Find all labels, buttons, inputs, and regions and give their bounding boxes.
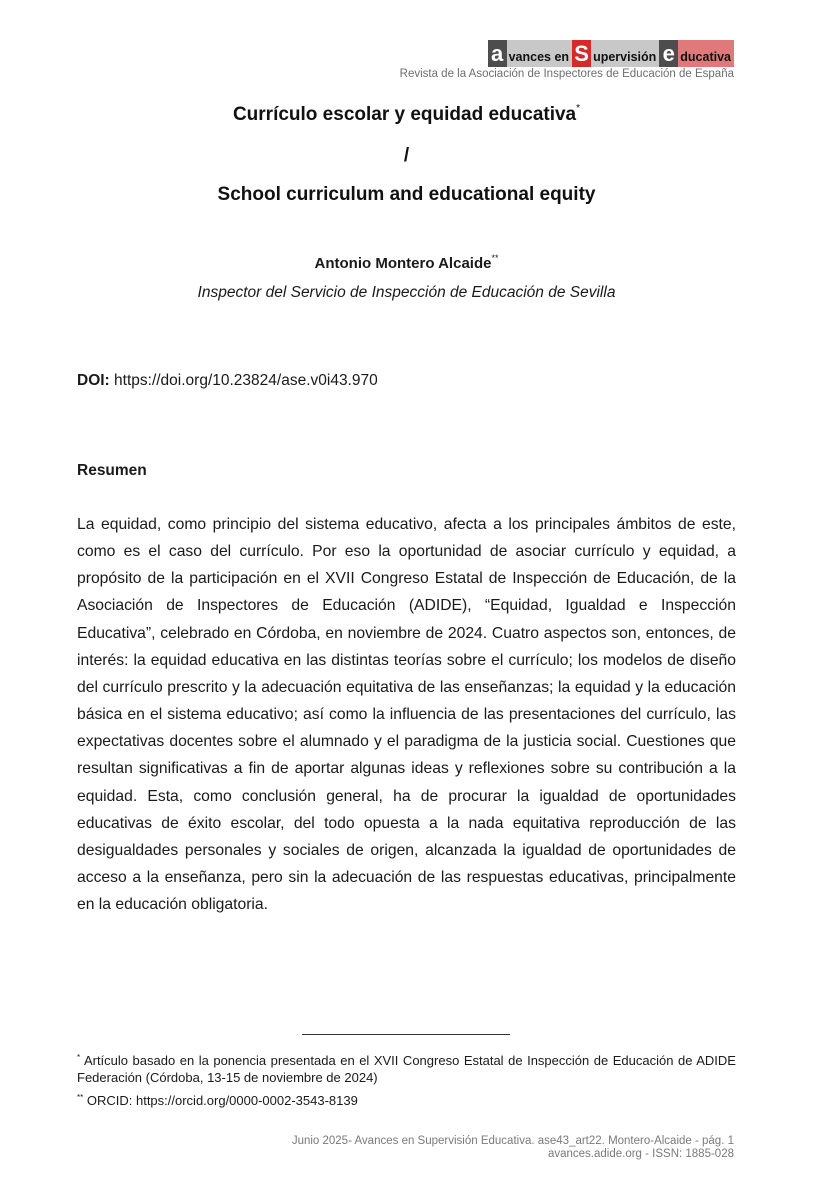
title-footnote-mark[interactable]: * (576, 103, 581, 114)
logo-letter-a: a (488, 40, 507, 67)
logo-text-s: upervisión (591, 40, 659, 67)
title-spanish-text: Currículo escolar y equidad educativa (232, 104, 577, 125)
author-name (0, 253, 813, 272)
footnote-1-mark: * (77, 1053, 81, 1062)
footnote-1-text: Artículo basado en la ponencia presentada en el XVII Congreso Estatal de Inspección de Educación de ADIDE Federación (Córdoba, 13-15 de noviembre de 2024) (77, 1053, 736, 1085)
title-separator: / (403, 145, 410, 166)
title-spanish (0, 103, 813, 126)
footer-citation: Junio 2025- Avances en Supervisión Educativa. ase43_art22. Montero-Alcaide - pág. 1 (291, 1135, 734, 1147)
logo-letter-e: e (659, 40, 678, 67)
footnote-2-text[interactable]: ORCID: https://orcid.org/0000-0002-3543-8139 (86, 1093, 358, 1108)
logo-text-e: ducativa (678, 40, 734, 67)
abstract-text: La equidad, como principio del sistema educativo, afecta a los principales ámbitos de este, como es el caso del currículo. Por eso la oportunidad de asociar currículo y equidad, a propósito de la participación en el XVII Congreso Estatal de Inspección de Educación, de la Asociación de Inspectores de Educación (ADIDE), “Equidad, Igualdad e Inspección Educativa”, celebrado en Córdoba, en noviembre de 2024. Cuatro aspectos son, entonces, de interés: la equidad educativa en las distintas teorías sobre el currículo; los modelos de diseño del currículo prescrito y la adecuación equitativa de las enseñanzas; la equidad y la educación básica en el sistema educativo; así como la influencia de las presentaciones del currículo, las expectativas docentes sobre el alumnado y el paradigma de la justicia social. Cuestiones que resultan significativas a fin de aportar algunas ideas y reflexiones sobre su contribución a la equidad. Esta, como conclusión general, ha de procurar la igualdad de oportunidades educativas de éxito escolar, del todo opuesta a la nada equitativa reproducción de las desigualdades personales y sociales de origen, alcanzada la igualdad de oportunidades de acceso a la enseñanza, pero sin la adecuación de las respuestas educativas, principalmente en la educación obligatoria. (77, 516, 736, 914)
footer-issn: avances.adide.org - ISSN: 1885-028 (547, 1148, 734, 1160)
journal-logo (488, 40, 734, 67)
footnote-2 (77, 1089, 736, 1109)
footnote-divider (302, 1034, 510, 1035)
footnote-1 (77, 1049, 736, 1086)
doi-link[interactable]: https://doi.org/10.23824/ase.v0i43.970 (114, 372, 378, 389)
journal-name: Revista de la Asociación de Inspectores de Educación de España (399, 68, 734, 80)
author-footnote-mark[interactable]: ** (491, 253, 499, 263)
doi-label: DOI: (77, 372, 110, 389)
doi-line (77, 372, 378, 390)
footnote-2-mark: ** (77, 1093, 84, 1102)
author-name-text: Antonio Montero Alcaide (314, 255, 492, 272)
logo-letter-s: S (572, 40, 591, 67)
author-affiliation: Inspector del Servicio de Inspección de Educación de Sevilla (197, 284, 616, 301)
abstract-heading: Resumen (77, 462, 147, 479)
title-english: School curriculum and educational equity (217, 184, 596, 205)
logo-text-a: vances en (507, 40, 572, 67)
